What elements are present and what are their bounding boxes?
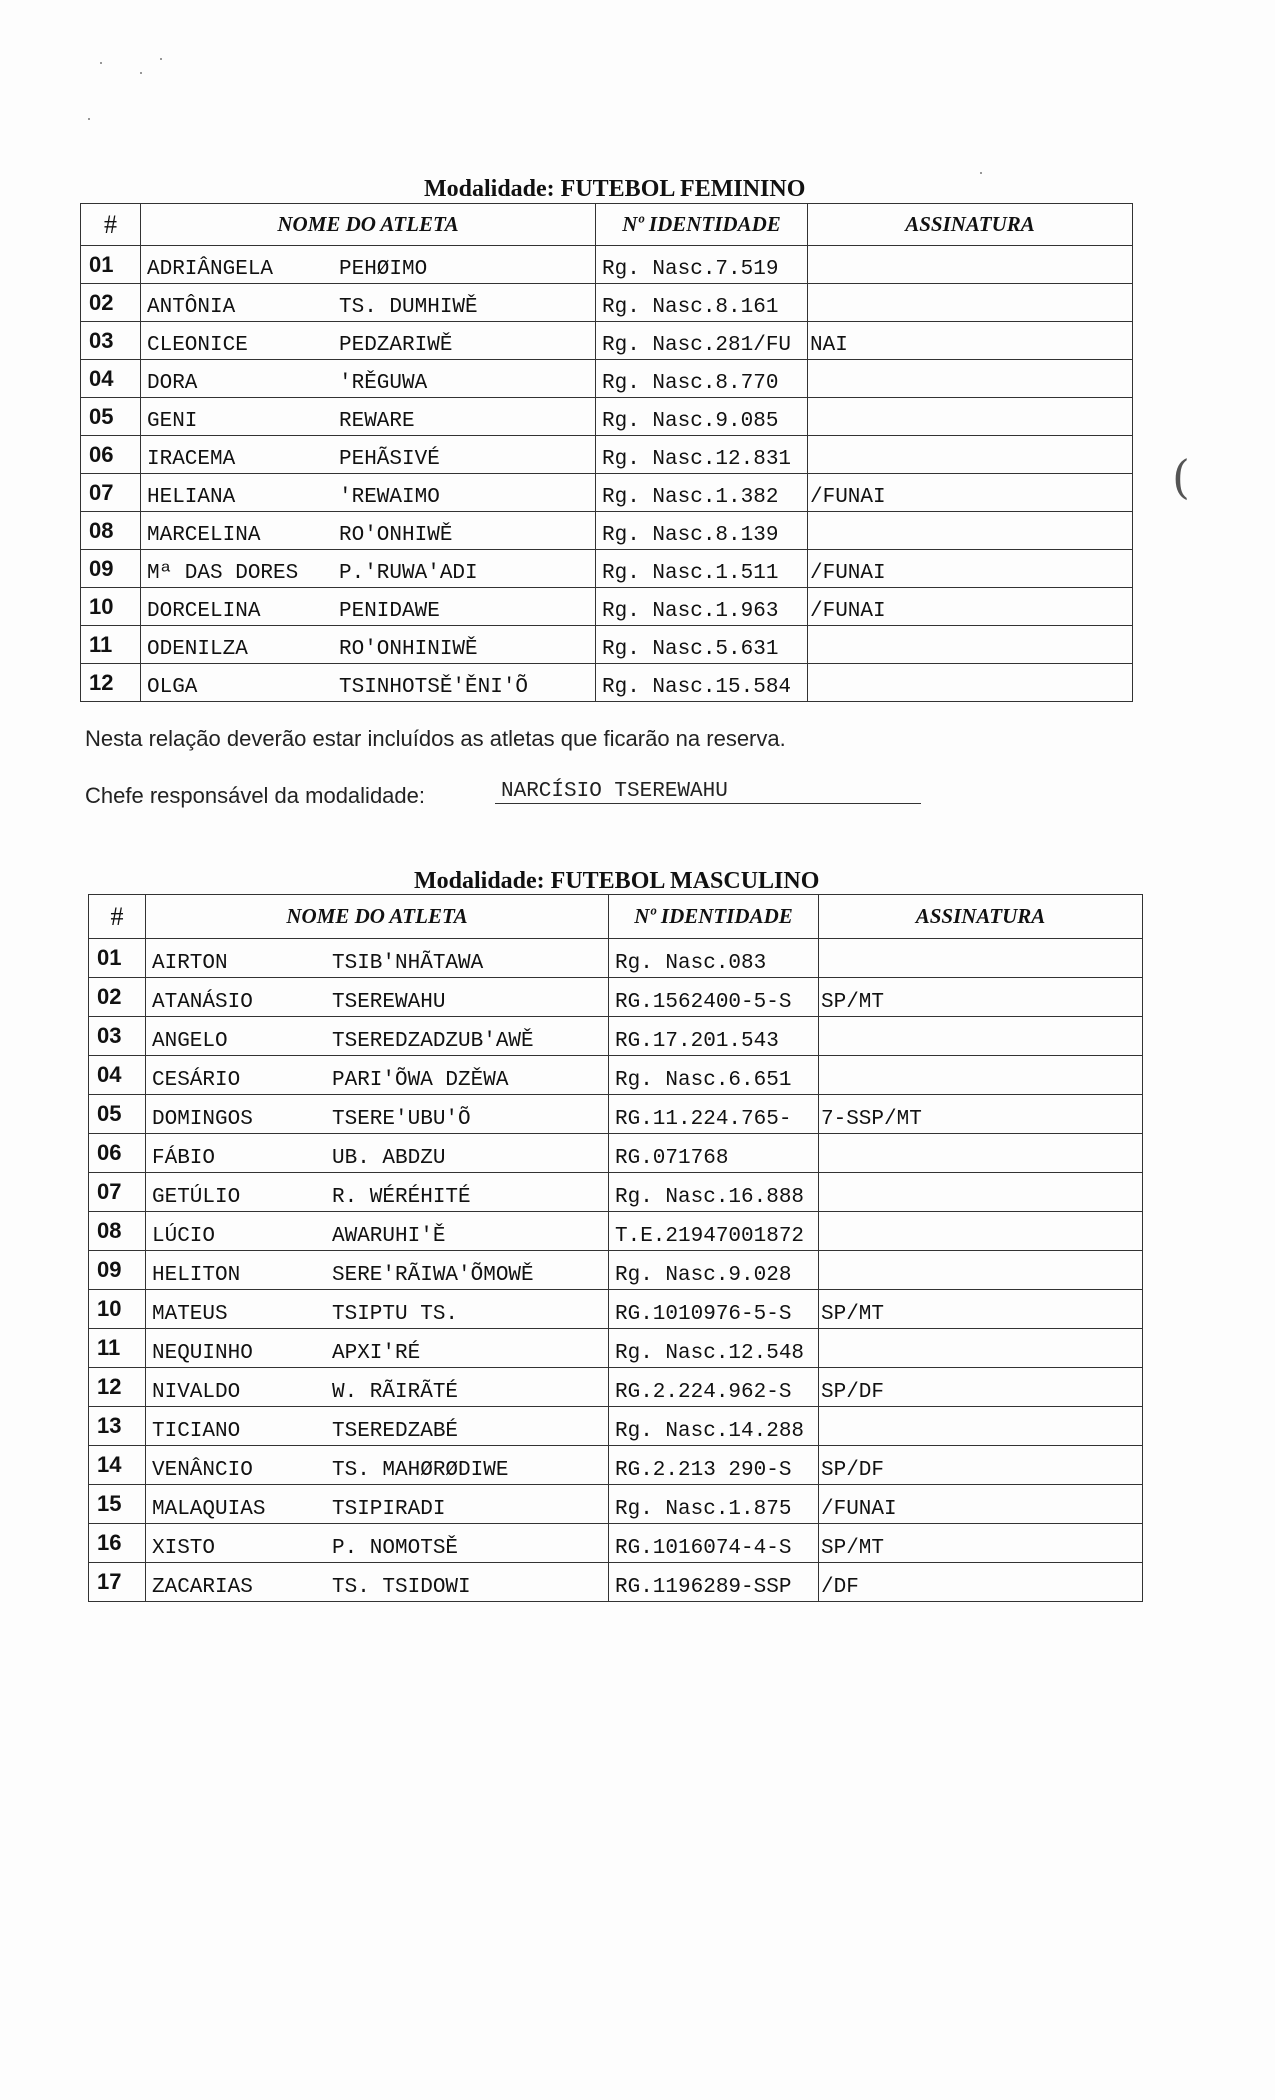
- athlete-last-name: REWARE: [339, 410, 415, 433]
- athlete-name-cell: [146, 1485, 609, 1524]
- chief-name: NARCÍSIO TSEREWAHU: [495, 780, 921, 804]
- reserve-note: Nesta relação deverão estar incluídos as atletas que ficarão na reserva.: [85, 726, 786, 751]
- row-number: 06: [81, 436, 141, 474]
- athlete-last-name: TSIPTU TS.: [332, 1303, 459, 1326]
- table-row: [89, 1485, 1143, 1524]
- athlete-first-name: LÚCIO: [152, 1225, 216, 1248]
- identity-cell: Rg. Nasc.15.584: [596, 664, 808, 702]
- athlete-first-name: GETÚLIO: [152, 1186, 241, 1209]
- row-number: 15: [89, 1485, 146, 1524]
- athlete-last-name: RO'ONHIWĚ: [339, 524, 453, 547]
- identity-cell: Rg. Nasc.16.888: [609, 1173, 819, 1212]
- section-title-feminino: Modalidade: FUTEBOL FEMININO: [424, 176, 806, 202]
- identity-cell: RG.2.213 290-S: [609, 1446, 819, 1485]
- athlete-last-name: PARI'ÕWA DZĚWA: [332, 1069, 509, 1092]
- athlete-first-name: Mª DAS DORES: [147, 562, 299, 585]
- scan-speck: [140, 72, 142, 74]
- column-header-number: #: [89, 895, 146, 939]
- section-title-masculino: Modalidade: FUTEBOL MASCULINO: [414, 868, 820, 894]
- row-number: 14: [89, 1446, 146, 1485]
- table-row: [89, 1095, 1143, 1134]
- table-row: [81, 322, 1133, 360]
- athlete-name-cell: [141, 550, 596, 588]
- signature-cell: [808, 626, 1133, 664]
- signature-cell: /DF: [819, 1563, 1143, 1602]
- identity-cell: Rg. Nasc.1.875: [609, 1485, 819, 1524]
- row-number: 03: [81, 322, 141, 360]
- table-row: [89, 1524, 1143, 1563]
- table-row: [89, 1173, 1143, 1212]
- athlete-first-name: AIRTON: [152, 952, 228, 975]
- table-row: [89, 1329, 1143, 1368]
- athlete-name-cell: [146, 1524, 609, 1563]
- signature-cell: /FUNAI: [808, 588, 1133, 626]
- athlete-name-cell: [146, 1095, 609, 1134]
- identity-cell: Rg. Nasc.12.831: [596, 436, 808, 474]
- signature-cell: [819, 1407, 1143, 1446]
- table-row: [81, 512, 1133, 550]
- row-number: 08: [89, 1212, 146, 1251]
- row-number: 04: [81, 360, 141, 398]
- identity-cell: Rg. Nasc.6.651: [609, 1056, 819, 1095]
- athlete-last-name: APXI'RÉ: [332, 1342, 421, 1365]
- signature-cell: [819, 1134, 1143, 1173]
- identity-cell: RG.1196289-SSP: [609, 1563, 819, 1602]
- signature-cell: SP/DF: [819, 1368, 1143, 1407]
- athlete-name-cell: [146, 1173, 609, 1212]
- identity-cell: Rg. Nasc.8.139: [596, 512, 808, 550]
- table-row: [81, 588, 1133, 626]
- athlete-name-cell: [146, 1368, 609, 1407]
- athlete-first-name: ADRIÂNGELA: [147, 258, 274, 281]
- column-header-id: Nº IDENTIDADE: [596, 204, 808, 246]
- athlete-first-name: DOMINGOS: [152, 1108, 253, 1131]
- identity-cell: Rg. Nasc.9.085: [596, 398, 808, 436]
- chief-label: Chefe responsável da modalidade:: [85, 783, 426, 808]
- identity-cell: Rg. Nasc.7.519: [596, 246, 808, 284]
- scan-speck: [980, 172, 982, 174]
- athlete-first-name: OLGA: [147, 676, 198, 699]
- athlete-last-name: TS. TSIDOWI: [332, 1576, 471, 1599]
- signature-cell: [808, 436, 1133, 474]
- athlete-name-cell: [146, 1134, 609, 1173]
- athlete-name-cell: [146, 1017, 609, 1056]
- athlete-first-name: GENI: [147, 410, 198, 433]
- athlete-name-cell: [141, 246, 596, 284]
- table-row: [89, 1056, 1143, 1095]
- table-row: [89, 1017, 1143, 1056]
- identity-cell: RG.071768: [609, 1134, 819, 1173]
- signature-cell: NAI: [808, 322, 1133, 360]
- athlete-last-name: TS. DUMHIWĚ: [339, 296, 478, 319]
- signature-cell: /FUNAI: [819, 1485, 1143, 1524]
- athlete-name-cell: [146, 1056, 609, 1095]
- athlete-last-name: PENIDAWE: [339, 600, 440, 623]
- athlete-last-name: PEHÃSIVÉ: [339, 448, 440, 471]
- athlete-last-name: R. WÉRÉHITÉ: [332, 1186, 471, 1209]
- athlete-first-name: VENÂNCIO: [152, 1459, 253, 1482]
- signature-cell: [808, 360, 1133, 398]
- identity-cell: Rg. Nasc.12.548: [609, 1329, 819, 1368]
- athlete-first-name: HELIANA: [147, 486, 236, 509]
- athlete-name-cell: [146, 1212, 609, 1251]
- identity-cell: RG.17.201.543: [609, 1017, 819, 1056]
- row-number: 05: [81, 398, 141, 436]
- athlete-name-cell: [141, 588, 596, 626]
- row-number: 07: [81, 474, 141, 512]
- row-number: 07: [89, 1173, 146, 1212]
- signature-cell: SP/MT: [819, 1524, 1143, 1563]
- athlete-first-name: MATEUS: [152, 1303, 228, 1326]
- identity-cell: Rg. Nasc.281/FU: [596, 322, 808, 360]
- athlete-last-name: 'REWAIMO: [339, 486, 440, 509]
- table-row: [81, 398, 1133, 436]
- signature-cell: [808, 284, 1133, 322]
- athlete-first-name: MARCELINA: [147, 524, 261, 547]
- athlete-last-name: TSEREDZADZUB'AWĚ: [332, 1030, 534, 1053]
- table-header-row: [81, 204, 1133, 246]
- identity-cell: RG.1562400-5-S: [609, 978, 819, 1017]
- athlete-name-cell: [141, 436, 596, 474]
- identity-cell: Rg. Nasc.8.770: [596, 360, 808, 398]
- identity-cell: Rg. Nasc.8.161: [596, 284, 808, 322]
- column-header-signature: ASSINATURA: [808, 204, 1133, 246]
- row-number: 16: [89, 1524, 146, 1563]
- athlete-name-cell: [141, 398, 596, 436]
- athlete-last-name: W. RÃIRÃTÉ: [332, 1381, 459, 1404]
- identity-cell: RG.2.224.962-S: [609, 1368, 819, 1407]
- athlete-first-name: FÁBIO: [152, 1147, 216, 1170]
- athlete-name-cell: [146, 1446, 609, 1485]
- athlete-first-name: ANTÔNIA: [147, 296, 236, 319]
- table-row: [89, 1251, 1143, 1290]
- athlete-first-name: NEQUINHO: [152, 1342, 253, 1365]
- athlete-first-name: ODENILZA: [147, 638, 248, 661]
- signature-cell: [819, 1329, 1143, 1368]
- row-number: 17: [89, 1563, 146, 1602]
- athlete-last-name: TSEREWAHU: [332, 991, 446, 1014]
- identity-cell: RG.1016074-4-S: [609, 1524, 819, 1563]
- roster-table-masculino: [88, 894, 1143, 1602]
- athlete-last-name: TSIPIRADI: [332, 1498, 446, 1521]
- athlete-name-cell: [141, 474, 596, 512]
- athlete-name-cell: [146, 1563, 609, 1602]
- identity-cell: RG.1010976-5-S: [609, 1290, 819, 1329]
- athlete-last-name: RO'ONHINIWĚ: [339, 638, 478, 661]
- signature-cell: [819, 1056, 1143, 1095]
- athlete-name-cell: [146, 978, 609, 1017]
- row-number: 12: [89, 1368, 146, 1407]
- table-row: [89, 1212, 1143, 1251]
- athlete-last-name: TSINHOTSĚ'ĚNI'Õ: [339, 676, 529, 699]
- row-number: 10: [81, 588, 141, 626]
- row-number: 05: [89, 1095, 146, 1134]
- row-number: 13: [89, 1407, 146, 1446]
- table-row: [89, 1368, 1143, 1407]
- table-row: [89, 1134, 1143, 1173]
- signature-cell: /FUNAI: [808, 550, 1133, 588]
- athlete-last-name: UB. ABDZU: [332, 1147, 446, 1170]
- athlete-name-cell: [141, 626, 596, 664]
- row-number: 11: [89, 1329, 146, 1368]
- athlete-name-cell: [146, 1407, 609, 1446]
- identity-cell: Rg. Nasc.1.511: [596, 550, 808, 588]
- margin-mark: (: [1172, 450, 1190, 504]
- row-number: 02: [89, 978, 146, 1017]
- athlete-first-name: IRACEMA: [147, 448, 236, 471]
- identity-cell: Rg. Nasc.083: [609, 939, 819, 978]
- athlete-first-name: ZACARIAS: [152, 1576, 253, 1599]
- athlete-name-cell: [146, 1290, 609, 1329]
- column-header-id: Nº IDENTIDADE: [609, 895, 819, 939]
- athlete-first-name: CLEONICE: [147, 334, 248, 357]
- athlete-last-name: PEHØIMO: [339, 258, 428, 281]
- table-row: [81, 626, 1133, 664]
- signature-cell: 7-SSP/MT: [819, 1095, 1143, 1134]
- table-row: [81, 246, 1133, 284]
- athlete-last-name: TSIB'NHÃTAWA: [332, 952, 484, 975]
- athlete-name-cell: [141, 512, 596, 550]
- athlete-last-name: P.'RUWA'ADI: [339, 562, 478, 585]
- athlete-first-name: ANGELO: [152, 1030, 228, 1053]
- signature-cell: [819, 939, 1143, 978]
- athlete-first-name: CESÁRIO: [152, 1069, 241, 1092]
- athlete-last-name: 'RĚGUWA: [339, 372, 428, 395]
- athlete-first-name: TICIANO: [152, 1420, 241, 1443]
- row-number: 12: [81, 664, 141, 702]
- scan-speck: [88, 118, 90, 120]
- signature-cell: SP/MT: [819, 978, 1143, 1017]
- athlete-last-name: TSERE'UBU'Õ: [332, 1108, 471, 1131]
- athlete-first-name: XISTO: [152, 1537, 216, 1560]
- row-number: 06: [89, 1134, 146, 1173]
- athlete-name-cell: [141, 360, 596, 398]
- row-number: 11: [81, 626, 141, 664]
- athlete-first-name: NIVALDO: [152, 1381, 241, 1404]
- athlete-last-name: AWARUHI'Ě: [332, 1225, 446, 1248]
- row-number: 09: [81, 550, 141, 588]
- row-number: 10: [89, 1290, 146, 1329]
- signature-cell: SP/DF: [819, 1446, 1143, 1485]
- identity-cell: RG.11.224.765-: [609, 1095, 819, 1134]
- signature-cell: [819, 1251, 1143, 1290]
- athlete-name-cell: [146, 1329, 609, 1368]
- signature-cell: [819, 1212, 1143, 1251]
- athlete-name-cell: [146, 939, 609, 978]
- athlete-name-cell: [141, 664, 596, 702]
- signature-cell: [819, 1173, 1143, 1212]
- table-row: [89, 939, 1143, 978]
- athlete-last-name: TSEREDZABÉ: [332, 1420, 459, 1443]
- table-row: [89, 1563, 1143, 1602]
- signature-cell: [808, 246, 1133, 284]
- column-header-name: NOME DO ATLETA: [141, 204, 596, 246]
- signature-cell: [808, 398, 1133, 436]
- scan-speck: [100, 62, 102, 64]
- athlete-last-name: TS. MAHØRØDIWE: [332, 1459, 509, 1482]
- athlete-first-name: HELITON: [152, 1264, 241, 1287]
- athlete-name-cell: [141, 284, 596, 322]
- row-number: 08: [81, 512, 141, 550]
- signature-cell: SP/MT: [819, 1290, 1143, 1329]
- row-number: 03: [89, 1017, 146, 1056]
- table-row: [81, 360, 1133, 398]
- athlete-last-name: SERE'RÃIWA'ÕMOWĚ: [332, 1264, 534, 1287]
- athlete-first-name: DORCELINA: [147, 600, 261, 623]
- signature-cell: [808, 512, 1133, 550]
- row-number: 09: [89, 1251, 146, 1290]
- row-number: 02: [81, 284, 141, 322]
- table-row: [81, 550, 1133, 588]
- column-header-name: NOME DO ATLETA: [146, 895, 609, 939]
- athlete-last-name: P. NOMOTSĚ: [332, 1537, 459, 1560]
- table-header-row: [89, 895, 1143, 939]
- athlete-last-name: PEDZARIWĚ: [339, 334, 453, 357]
- identity-cell: Rg. Nasc.1.963: [596, 588, 808, 626]
- signature-cell: [819, 1017, 1143, 1056]
- row-number: 01: [89, 939, 146, 978]
- athlete-first-name: ATANÁSIO: [152, 991, 253, 1014]
- row-number: 04: [89, 1056, 146, 1095]
- table-row: [89, 978, 1143, 1017]
- identity-cell: Rg. Nasc.14.288: [609, 1407, 819, 1446]
- identity-cell: Rg. Nasc.9.028: [609, 1251, 819, 1290]
- table-row: [81, 436, 1133, 474]
- identity-cell: Rg. Nasc.1.382: [596, 474, 808, 512]
- identity-cell: Rg. Nasc.5.631: [596, 626, 808, 664]
- table-row: [89, 1407, 1143, 1446]
- table-row: [81, 474, 1133, 512]
- table-row: [81, 664, 1133, 702]
- signature-cell: [808, 664, 1133, 702]
- signature-cell: /FUNAI: [808, 474, 1133, 512]
- athlete-first-name: MALAQUIAS: [152, 1498, 266, 1521]
- table-row: [89, 1446, 1143, 1485]
- identity-cell: T.E.21947001872: [609, 1212, 819, 1251]
- table-row: [81, 284, 1133, 322]
- athlete-first-name: DORA: [147, 372, 198, 395]
- table-row: [89, 1290, 1143, 1329]
- column-header-number: #: [81, 204, 141, 246]
- scan-speck: [160, 58, 162, 60]
- athlete-name-cell: [141, 322, 596, 360]
- roster-table-feminino: [80, 203, 1133, 702]
- row-number: 01: [81, 246, 141, 284]
- athlete-name-cell: [146, 1251, 609, 1290]
- column-header-signature: ASSINATURA: [819, 895, 1143, 939]
